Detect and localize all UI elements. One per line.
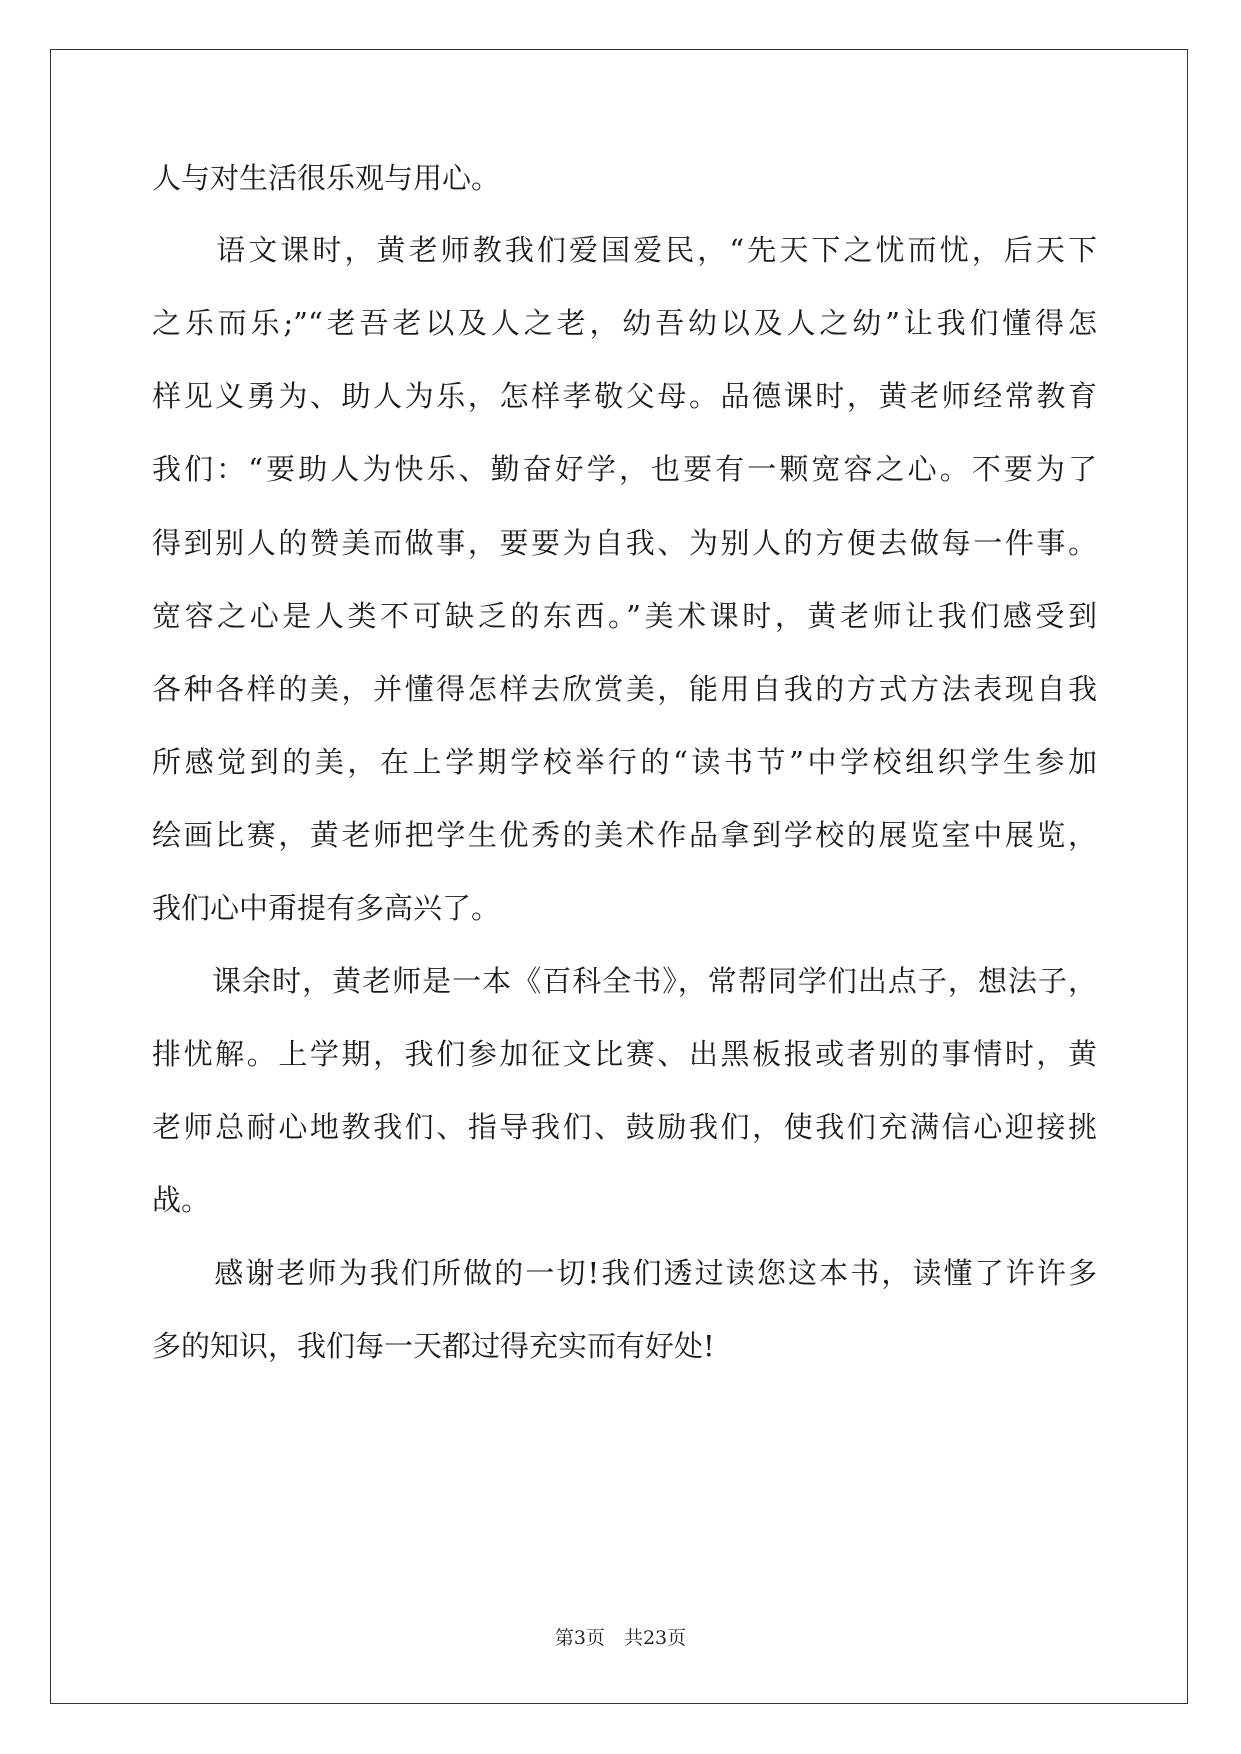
text-line: 课余时，黄老师是一本《百科全书》，常帮同学们出点子，想法子， xyxy=(152,964,1097,998)
text-line: 人与对生活很乐观与用心。 xyxy=(152,161,501,195)
text-line: 样见义勇为、助人为乐，怎样孝敬父母。品德课时，黄老师经常教育 xyxy=(152,379,1097,413)
text-line: 排忧解。上学期，我们参加征文比赛、出黑板报或者别的事情时，黄 xyxy=(152,1037,1097,1071)
text-line: 所感觉到的美，在上学期学校举行的“读书节”中学校组织学生参加 xyxy=(152,745,1097,779)
page-number-footer: 第3页 共23页 xyxy=(554,1627,687,1649)
text-line: 多的知识，我们每一天都过得充实而有好处! xyxy=(152,1329,715,1363)
text-line: 绘画比赛，黄老师把学生优秀的美术作品拿到学校的展览室中展览， xyxy=(152,818,1097,852)
text-line: 我们心中甭提有多高兴了。 xyxy=(152,891,501,925)
text-line: 之乐而乐;”“老吾老以及人之老，幼吾幼以及人之幼”让我们懂得怎 xyxy=(152,306,1097,340)
text-line: 各种各样的美，并懂得怎样去欣赏美，能用自我的方式方法表现自我 xyxy=(152,672,1097,706)
text-line: 战。 xyxy=(152,1183,211,1217)
text-line: 语文课时，黄老师教我们爱国爱民，“先天下之忧而忧，后天下 xyxy=(152,233,1097,267)
text-line: 得到别人的赞美而做事，要要为自我、为别人的方便去做每一件事。 xyxy=(152,526,1097,560)
text-line: 宽容之心是人类不可缺乏的东西。”美术课时，黄老师让我们感受到 xyxy=(152,599,1097,633)
text-line: 老师总耐心地教我们、指导我们、鼓励我们，使我们充满信心迎接挑 xyxy=(152,1110,1097,1144)
page-border xyxy=(50,49,1188,1704)
text-line: 感谢老师为我们所做的一切!我们透过读您这本书，读懂了许许多 xyxy=(152,1256,1097,1290)
text-line: 我们：“要助人为快乐、勤奋好学，也要有一颗宽容之心。不要为了 xyxy=(152,452,1097,486)
